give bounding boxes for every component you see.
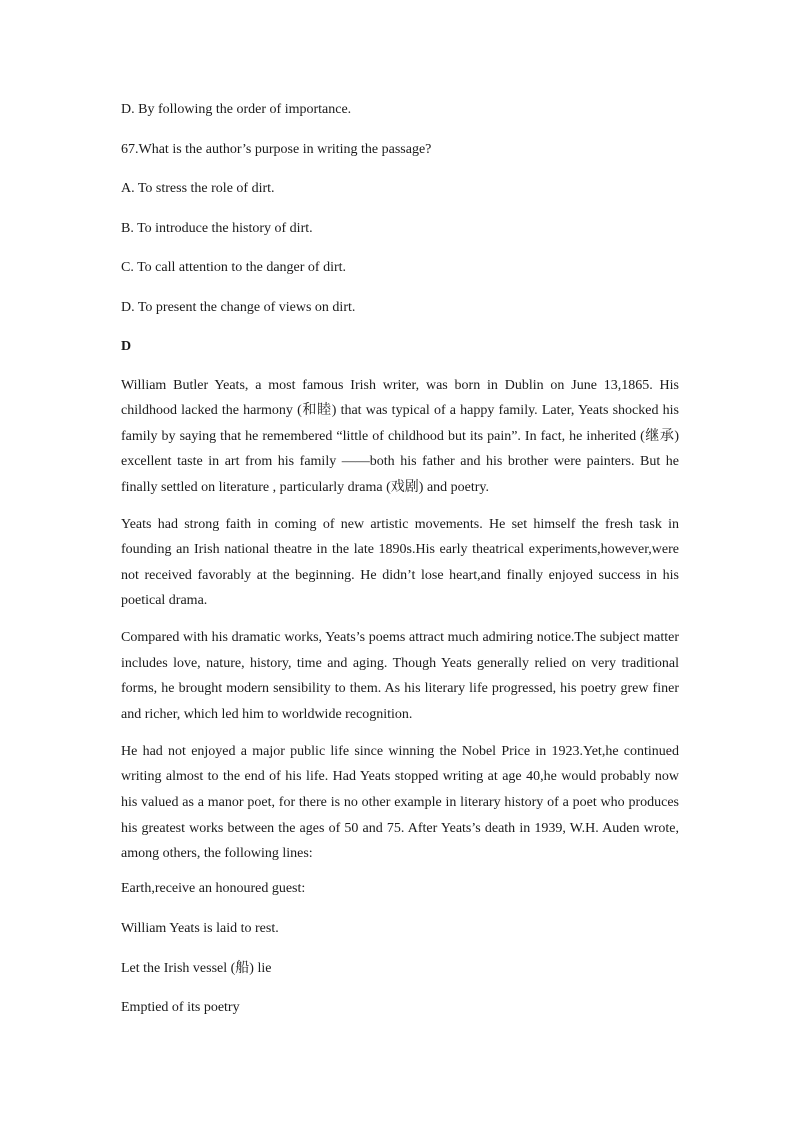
passage-paragraph-2: Yeats had strong faith in coming of new artistic movements. He set himself the fresh task in founding an Irish national theatre in the late 1890s.His early theatrical experiments,however,were not received favorably at the beginning. He didn’t lose heart,and finally enjoyed success in his poetical drama. — [121, 516, 679, 609]
passage-paragraph-3: Compared with his dramatic works, Yeats’s poems attract much admiring notice.The subject matter includes love, nature, history, time and aging. Though Yeats generally relied on very traditional forms, he brought modern sensibility to them. As his literary life progressed, his poetry grew finer and richer, which led him to worldwide recognition. — [121, 630, 679, 722]
poem-line-1: Earth,receive an honoured guest: — [121, 880, 306, 896]
question-67-option-d: D. To present the change of views on dirt. — [121, 299, 356, 315]
document-page — [121, 99, 679, 1037]
poem-line-4: Emptied of its poetry — [121, 1000, 240, 1016]
passage-d-heading: D — [121, 339, 132, 354]
poem-line-2: William Yeats is laid to rest. — [121, 920, 279, 936]
question-67-option-a: A. To stress the role of dirt. — [121, 181, 275, 196]
question-66-option-d: D. By following the order of importance. — [121, 102, 352, 117]
passage-paragraph-1: William Butler Yeats, a most famous Irish writer, was born in Dublin on June 13,1865. His childhood lacked the harmony (和睦) that was typical of a happy family. Later, Yeats shocked his family by saying that he remembered “little of childhood but its pain”. In fact, he inherited (继承) excellent taste in art from his family ——both his father and his brother were painters. But he finally settled on literature , particularly drama (戏剧) and poetry. — [121, 377, 679, 495]
question-67-option-c: C. To call attention to the danger of dirt. — [121, 260, 347, 275]
poem-line-3: Let the Irish vessel (船) lie — [121, 960, 272, 976]
question-67-stem: 67.What is the author’s purpose in writing the passage? — [121, 141, 432, 157]
passage-paragraph-4: He had not enjoyed a major public life since winning the Nobel Price in 1923.Yet,he continued writing almost to the end of his life. Had Yeats stopped writing at age 40,he would probably now his valued as a manor poet, for there is no other example in literary history of a poet who produces his greatest works between the ages of 50 and 75. After Yeats’s death in 1939, W.H. Auden wrote, among others, the following lines: — [121, 743, 679, 862]
question-67-option-b: B. To introduce the history of dirt. — [121, 220, 313, 236]
